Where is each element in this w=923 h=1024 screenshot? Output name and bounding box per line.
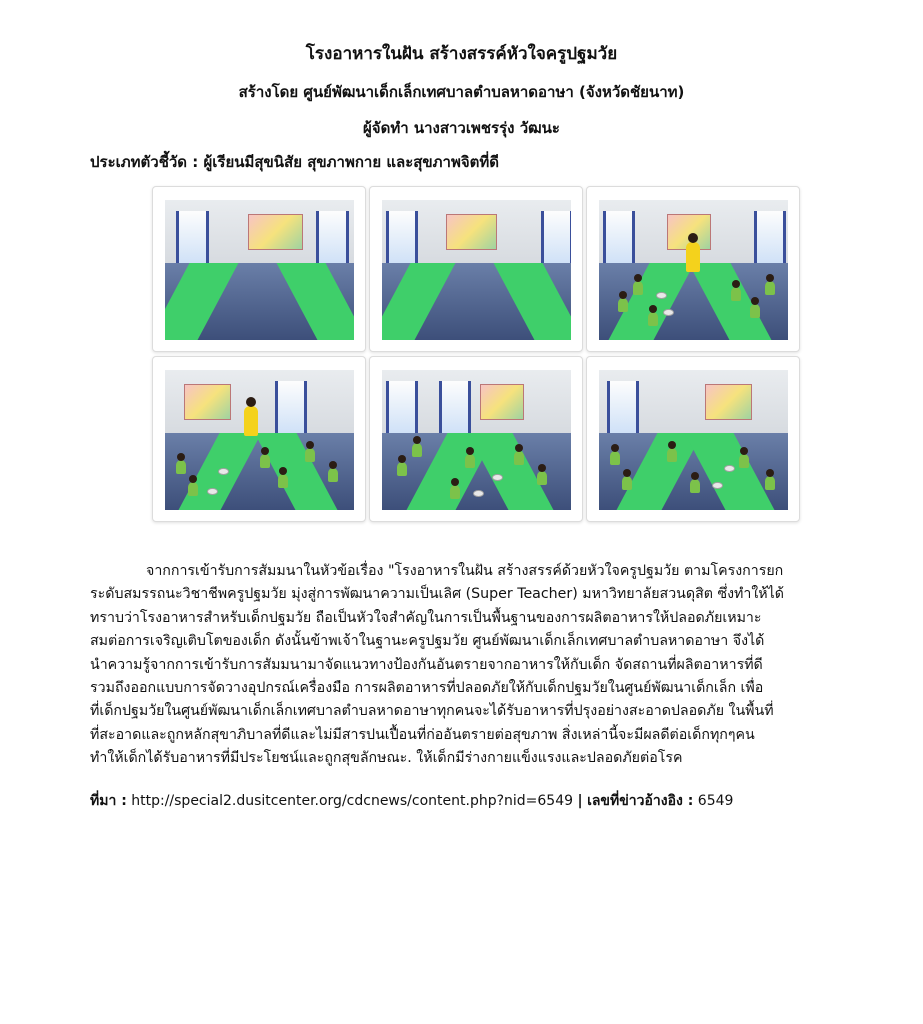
photo-cafeteria-empty-1 [152,186,366,352]
source-url[interactable]: http://special2.dusitcenter.org/cdcnews/content.php?nid=6549 [131,793,574,809]
body-line: สมต่อการเจริญเติบโตของเด็ก ดังนั้นข้าพเจ้าในฐานะครูปฐมวัย ศูนย์พัฒนาเด็กเล็กเทศบาลตำบลหาดอาษา จึงได้ [90,633,765,650]
reference-number: 6549 [697,793,734,809]
reference-label: เลขที่ข่าวอ้างอิง : [587,793,694,809]
photo-cafeteria-children-teacher-2 [152,356,366,522]
source-reference [90,790,733,812]
body-line: ทราบว่าโรงอาหารสำหรับเด็กปฐมวัย ถือเป็นหัวใจสำคัญในการเป็นพื้นฐานของการผลิตอาหารให้ปลอดภัยเหมาะ [90,609,762,626]
body-line: ที่สะอาดและถูกหลักสุขาภิบาลที่ดีและไม่มีสารปนเปื้อนที่ก่ออันตรายต่อสุขภาพ สิ่งเหล่านี้จะมีผลดีต่อเด็กทุกๆคน [90,726,755,743]
body-line: จากการเข้ารับการสัมมนาในหัวข้อเรื่อง "โรงอาหารในฝัน สร้างสรรค์ด้วยหัวใจครูปฐมวัย ตามโครงการยก [146,563,784,579]
photo-cafeteria-empty-2 [369,186,583,352]
body-paragraph [90,560,862,771]
source-separator: | [577,793,583,809]
document-subtitle: สร้างโดย ศูนย์พัฒนาเด็กเล็กเทศบาลตำบลหาดอาษา (จังหวัดชัยนาท) [238,83,685,101]
photo-cafeteria-children-teacher-1 [586,186,800,352]
photo-grid [152,186,802,523]
document-title: โรงอาหารในฝัน สร้างสรรค์หัวใจครูปฐมวัย [305,44,618,64]
indicator-type: ประเภทตัวชี้วัด : ผู้เรียนมีสุขนิสัย สุขภาพกาย และสุขภาพจิตที่ดี [90,153,500,171]
document-author: ผู้จัดทำ นางสาวเพชรรุ่ง วัฒนะ [363,119,560,137]
photo-cafeteria-children-eating-2 [586,356,800,522]
body-line: นำความรู้จากการเข้ารับการสัมมนามาจัดแนวทางป้องกันอันตรายจากอาหารให้กับเด็ก จัดสถานที่ผลิตอาหารที่ดี [90,656,763,673]
source-label: ที่มา : [90,793,127,809]
body-line: ทำให้เด็กได้รับอาหารที่มีประโยชน์และถูกสุขลักษณะ. ให้เด็กมีร่างกายแข็งแรงและปลอดภัยต่อโรค [90,750,683,767]
body-line: ที่เด็กปฐมวัยในศูนย์พัฒนาเด็กเล็กเทศบาลตำบลหาดอาษาทุกคนจะได้รับอาหารที่ปรุงอย่างสะอาดปลอดภัย ในพื้นที่ [90,703,774,720]
photo-cafeteria-children-eating-1 [369,356,583,522]
body-line: ระดับสมรรถนะวิชาชีพครูปฐมวัย มุ่งสู่การพัฒนาความเป็นเลิศ (Super Teacher) มหาวิทยาลัยสวนดุสิต ซึ่งทำให้ได้ [90,586,784,603]
body-line: รวมถึงออกแบบการจัดวางอุปกรณ์เครื่องมือ การผลิตอาหารที่ปลอดภัยให้กับเด็กปฐมวัยในศูนย์พัฒนาเด็กเล็ก เพื่อ [90,680,764,697]
